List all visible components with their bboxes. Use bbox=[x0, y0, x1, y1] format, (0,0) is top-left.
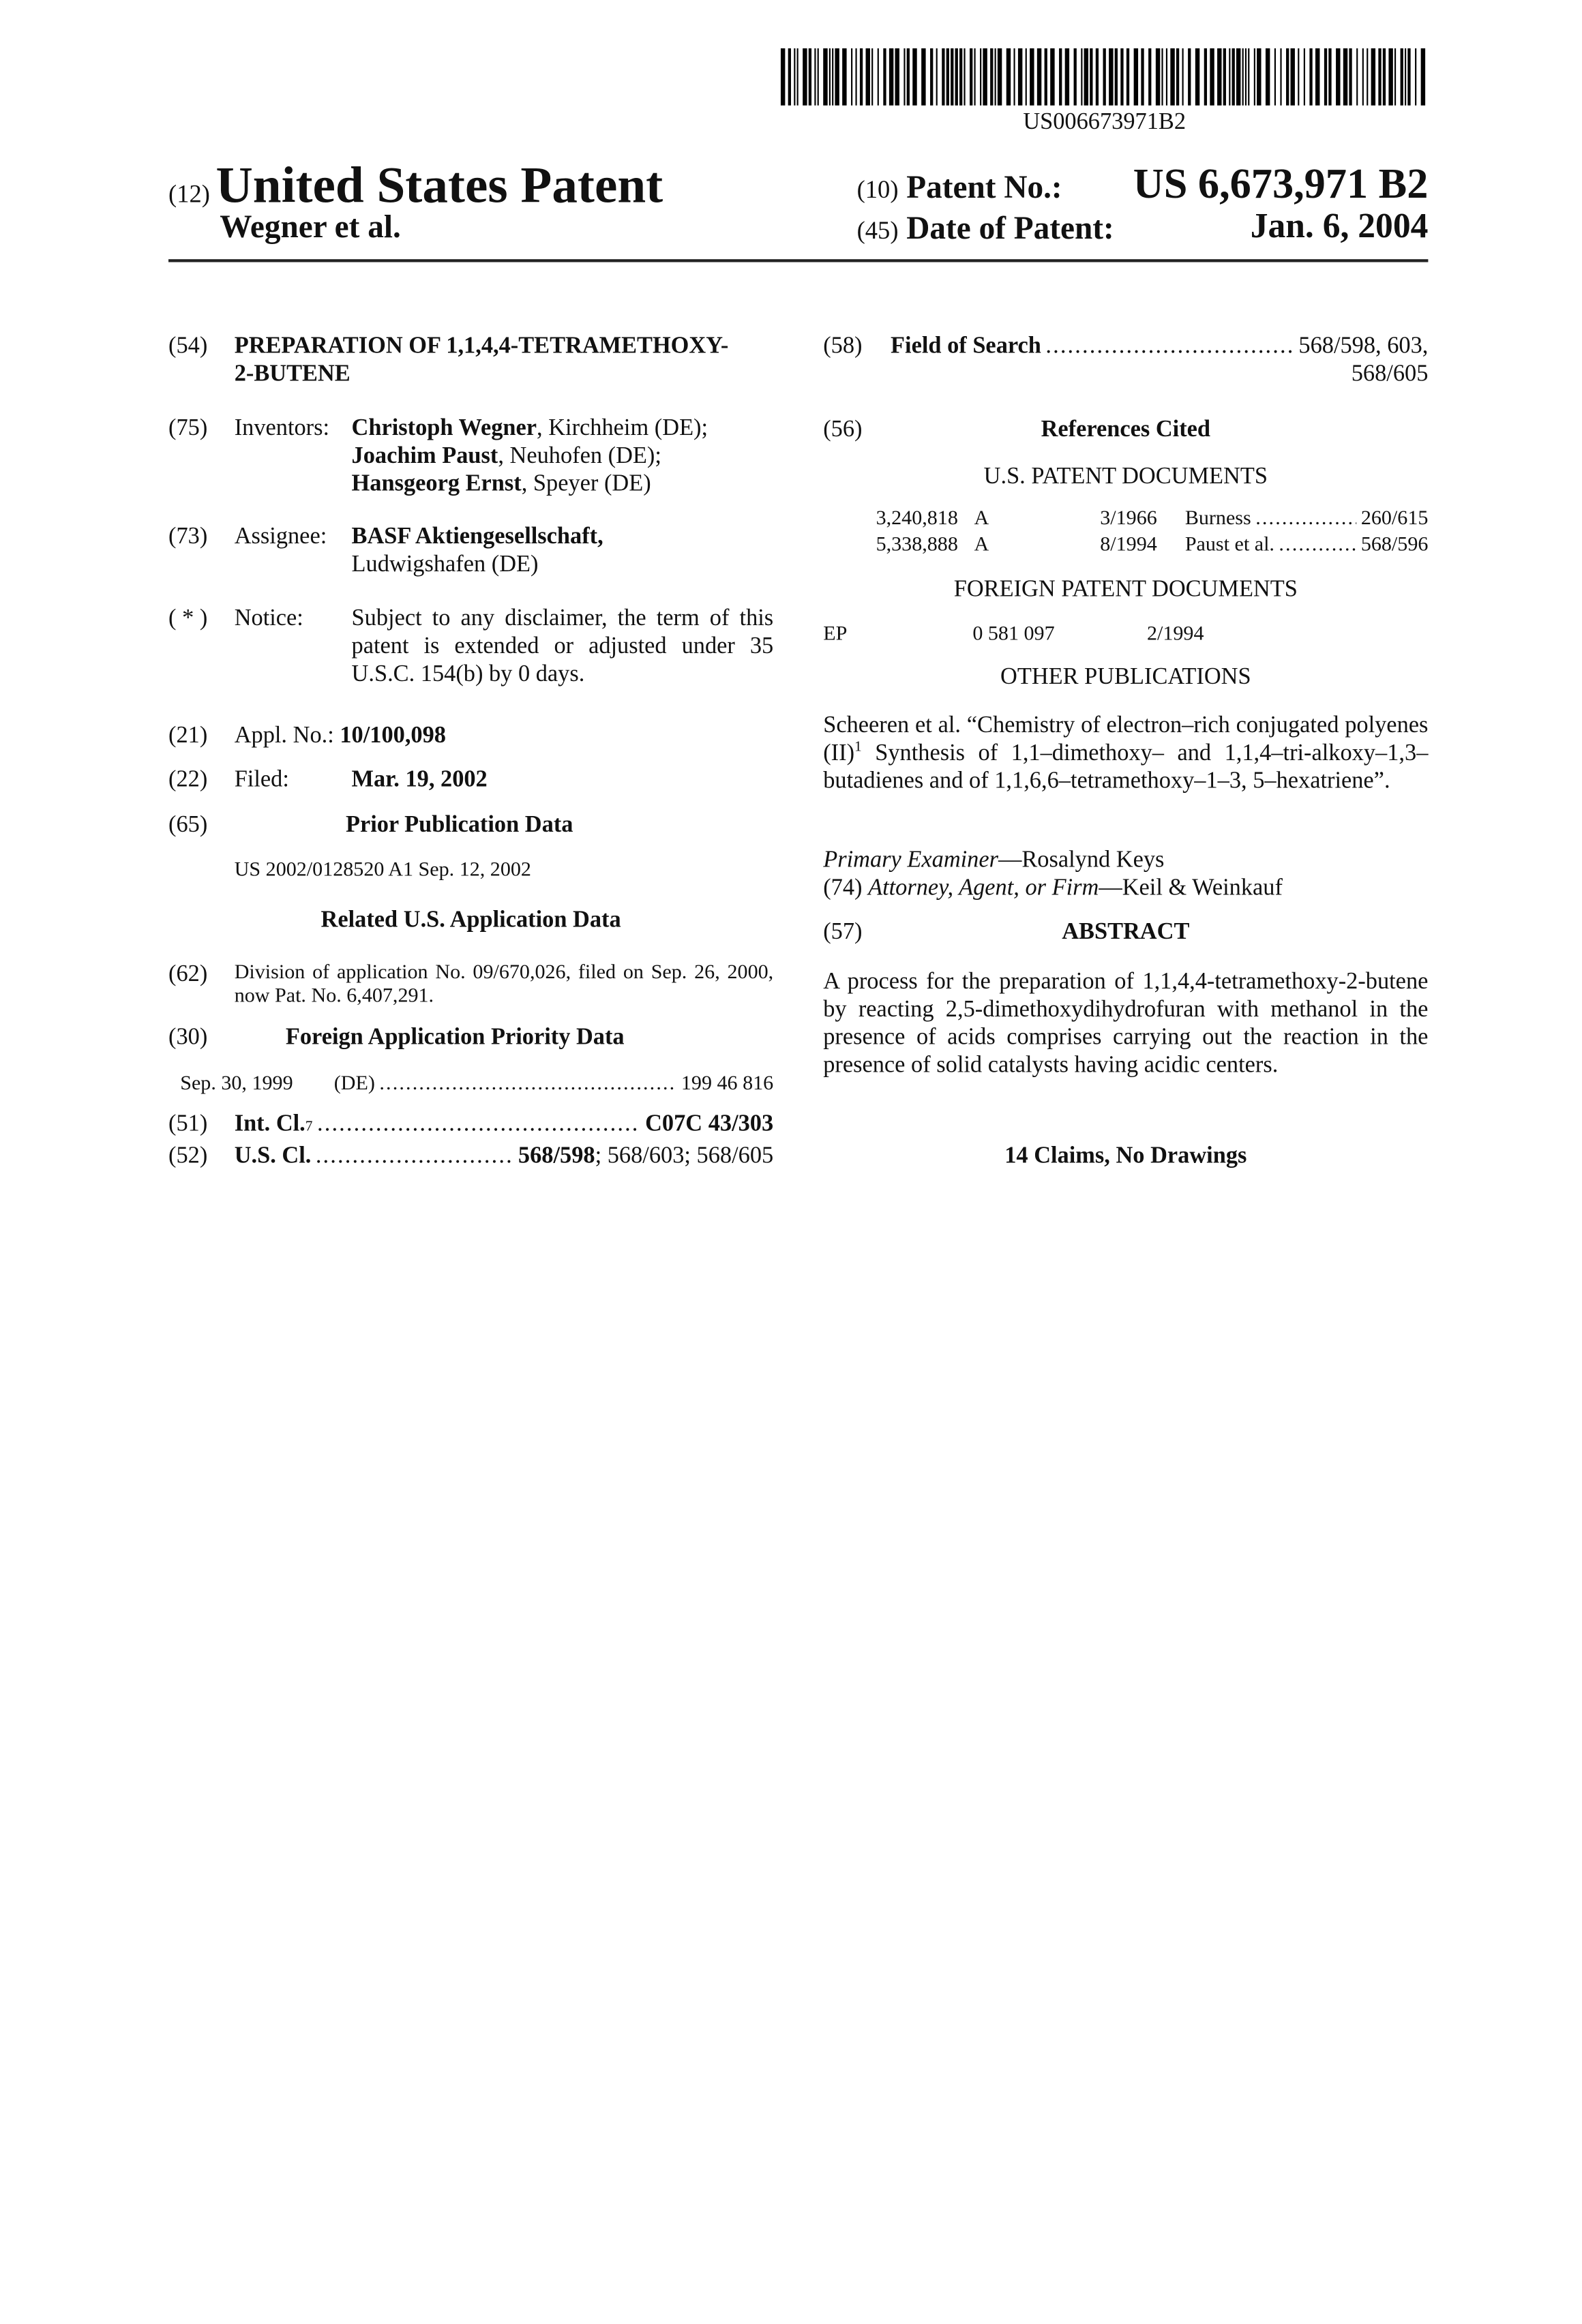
us-doc-row: 3,240,818 A 3/1966 Burness ..... 260/615 bbox=[876, 507, 1429, 533]
barcode-bar bbox=[1223, 48, 1226, 106]
barcode-bar bbox=[1356, 48, 1358, 106]
field-of-search: Field of Search ..... 568/598, 603, bbox=[891, 333, 1428, 361]
barcode-bar bbox=[829, 48, 831, 106]
primary-examiner: Primary Examiner—Rosalynd Keys bbox=[823, 847, 1164, 875]
other-publications-heading: OTHER PUBLICATIONS bbox=[823, 663, 1428, 691]
other-publication: Scheeren et al. “Chemistry of electron–rich conjugated polyenes (II)1 Synthesis of 1,1–dimethoxy– and 1,1,4–tri-alkoxy–1,3–butadienes and of 1,1,6,6–tetramethoxy–1–3, 5–hexatriene”. bbox=[823, 712, 1428, 795]
barcode-bar bbox=[951, 48, 953, 106]
invention-title-line2: 2-BUTENE bbox=[235, 360, 350, 388]
barcode-bar bbox=[990, 48, 993, 106]
inventor: Christoph Wegner, Kirchheim (DE); bbox=[352, 414, 708, 442]
authors: Wegner et al. bbox=[220, 209, 401, 245]
barcode-bar bbox=[1309, 48, 1312, 106]
barcode-bar bbox=[797, 48, 799, 106]
barcode-bar bbox=[1081, 48, 1082, 106]
int-cl: Int. Cl. 7 ..... C07C 43/303 bbox=[235, 1110, 774, 1138]
code-62: (62) bbox=[168, 961, 207, 989]
barcode-bar bbox=[1018, 48, 1022, 106]
code-51: (51) bbox=[168, 1110, 207, 1138]
barcode-bar bbox=[1378, 48, 1381, 106]
inventor: Joachim Paust, Neuhofen (DE); bbox=[352, 442, 661, 470]
barcode-bar bbox=[823, 48, 827, 106]
barcode-bar bbox=[895, 48, 899, 106]
foreign-priority-row: Sep. 30, 1999 (DE) ..... 199 46 816 bbox=[180, 1070, 773, 1098]
us-docs-heading: U.S. PATENT DOCUMENTS bbox=[823, 463, 1428, 491]
barcode-bar bbox=[883, 48, 886, 106]
foreign-docs-heading: FOREIGN PATENT DOCUMENTS bbox=[823, 575, 1428, 603]
barcode-bar bbox=[930, 48, 933, 106]
code-57: (57) bbox=[823, 918, 862, 946]
notice-label: Notice: bbox=[235, 605, 303, 633]
barcode-bar bbox=[970, 48, 972, 106]
barcode-bar bbox=[835, 48, 839, 106]
barcode-bar bbox=[1126, 48, 1129, 106]
barcode-bar bbox=[1026, 48, 1027, 106]
barcode-bar bbox=[1195, 48, 1199, 106]
barcode-bar bbox=[1266, 48, 1270, 106]
barcode-bar bbox=[794, 48, 795, 106]
barcode-bar bbox=[832, 48, 833, 106]
barcode-bar bbox=[1037, 48, 1041, 106]
us-cl: U.S. Cl. ..... 568/598 ; 568/603; 568/605 bbox=[235, 1143, 774, 1171]
barcode-bar bbox=[842, 48, 846, 106]
notice-text: Subject to any disclaimer, the term of this patent is extended or adjusted under 35 U.S.C. 154(b) by 0 days. bbox=[352, 605, 774, 688]
barcode-bar bbox=[1103, 48, 1106, 106]
invention-title-line1: PREPARATION OF 1,1,4,4-TETRAMETHOXY- bbox=[235, 333, 729, 361]
abstract-text: A process for the preparation of 1,1,4,4-tetramethoxy-2-butene by reacting 2,5-dimethoxydihydrofuran with methanol in the presence of acids comprises carrying out the reaction in the presence of solid catalysts having acidic centers. bbox=[823, 968, 1428, 1079]
us-doc-row: 5,338,888 A 8/1994 Paust et al. ..... 568/596 bbox=[876, 533, 1429, 560]
code-30: (30) bbox=[168, 1024, 207, 1052]
code-65: (65) bbox=[168, 811, 207, 839]
inventor: Hansgeorg Ernst, Speyer (DE) bbox=[352, 470, 651, 498]
filed-date: Mar. 19, 2002 bbox=[352, 766, 488, 794]
prior-publication-heading: Prior Publication Data bbox=[346, 811, 573, 839]
foreign-doc-number: 0 581 097 bbox=[972, 621, 1054, 649]
code-22: (22) bbox=[168, 766, 207, 794]
code-52: (52) bbox=[168, 1143, 207, 1171]
barcode-bar bbox=[1090, 48, 1092, 106]
barcode-bar bbox=[1371, 48, 1375, 106]
assignee-name: BASF Aktiengesellschaft, bbox=[352, 523, 603, 551]
barcode-bar bbox=[1290, 48, 1294, 106]
barcode-bar bbox=[998, 48, 1002, 106]
barcode-bar bbox=[974, 48, 975, 106]
barcode-bar bbox=[1006, 48, 1011, 106]
barcode-bar bbox=[851, 48, 852, 106]
barcode-bar bbox=[1065, 48, 1069, 106]
barcode-bar bbox=[1362, 48, 1364, 106]
barcode-bar bbox=[1059, 48, 1062, 106]
barcode-bar bbox=[1170, 48, 1174, 106]
barcode-bar bbox=[1383, 48, 1386, 106]
barcode-bar bbox=[1161, 48, 1163, 106]
title: United States Patent bbox=[215, 157, 663, 214]
barcode-bar bbox=[1304, 48, 1305, 106]
barcode-bar bbox=[1401, 48, 1403, 106]
barcode-bar bbox=[1188, 48, 1191, 106]
barcode-bar bbox=[1120, 48, 1123, 106]
date-label: (45) Date of Patent: bbox=[857, 209, 1114, 250]
barcode-bar bbox=[1182, 48, 1184, 106]
barcode-bar bbox=[1415, 48, 1416, 106]
barcode-bar bbox=[1096, 48, 1099, 106]
barcode-bar bbox=[1084, 48, 1088, 106]
barcode-bar bbox=[1336, 48, 1340, 106]
barcode-bar bbox=[1242, 48, 1244, 106]
barcode-bar bbox=[809, 48, 811, 106]
barcode-bar bbox=[912, 48, 916, 106]
barcode-bar bbox=[1210, 48, 1214, 106]
barcode-bar bbox=[980, 48, 981, 106]
barcode bbox=[781, 48, 1428, 106]
barcode-bar bbox=[1050, 48, 1054, 106]
division-text: Division of application No. 09/670,026, filed on Sep. 26, 2000, now Pat. No. 6,407,291. bbox=[235, 962, 774, 1009]
barcode-bar bbox=[907, 48, 910, 106]
barcode-bar bbox=[995, 48, 996, 106]
barcode-bar bbox=[814, 48, 816, 106]
barcode-bar bbox=[871, 48, 873, 106]
code-12: (12) bbox=[168, 180, 210, 208]
barcode-bar bbox=[889, 48, 893, 106]
barcode-bar bbox=[959, 48, 962, 106]
barcode-bar bbox=[964, 48, 965, 106]
code-75: (75) bbox=[168, 414, 207, 442]
barcode-bar bbox=[1405, 48, 1406, 106]
barcode-bar bbox=[1156, 48, 1160, 106]
barcode-bar bbox=[1298, 48, 1299, 106]
barcode-bar bbox=[1328, 48, 1331, 106]
barcode-bar bbox=[1324, 48, 1327, 106]
barcode-bar bbox=[788, 48, 791, 106]
barcode-bar bbox=[1176, 48, 1179, 106]
related-heading: Related U.S. Application Data bbox=[168, 907, 773, 935]
barcode-bar bbox=[942, 48, 944, 106]
barcode-bar bbox=[1274, 48, 1276, 106]
barcode-bar bbox=[1394, 48, 1396, 106]
attorney: (74) Attorney, Agent, or Firm—Keil & Weinkauf bbox=[823, 874, 1283, 902]
header-rule bbox=[168, 259, 1428, 262]
barcode-bar bbox=[904, 48, 905, 106]
foreign-priority-heading: Foreign Application Priority Data bbox=[286, 1024, 625, 1052]
barcode-bar bbox=[866, 48, 870, 106]
barcode-bar bbox=[1217, 48, 1221, 106]
appl-no: Appl. No.: 10/100,098 bbox=[235, 722, 446, 750]
patent-number: US 6,673,971 B2 bbox=[1133, 162, 1429, 206]
barcode-bar bbox=[1074, 48, 1077, 106]
barcode-bar bbox=[803, 48, 807, 106]
barcode-bar bbox=[1248, 48, 1249, 106]
barcode-bar bbox=[1013, 48, 1015, 106]
barcode-bar bbox=[955, 48, 958, 106]
barcode-bar bbox=[1280, 48, 1281, 106]
code-54: (54) bbox=[168, 333, 207, 361]
barcode-bar bbox=[921, 48, 925, 106]
barcode-bar bbox=[1349, 48, 1352, 106]
barcode-bar bbox=[936, 48, 938, 106]
barcode-bar bbox=[1141, 48, 1144, 106]
barcode-bar bbox=[1315, 48, 1319, 106]
code-56: (56) bbox=[823, 416, 862, 444]
barcode-bar bbox=[1229, 48, 1230, 106]
barcode-bar bbox=[855, 48, 856, 106]
barcode-bar bbox=[1245, 48, 1247, 106]
inventors-label: Inventors: bbox=[235, 414, 329, 442]
barcode-bar bbox=[1115, 48, 1118, 106]
barcode-bar bbox=[1421, 48, 1425, 106]
patent-number-label: (10) Patent No.: bbox=[857, 168, 1062, 209]
barcode-bar bbox=[1109, 48, 1113, 106]
barcode-bar bbox=[878, 48, 879, 106]
foreign-doc-date: 2/1994 bbox=[1147, 621, 1204, 649]
barcode-bar bbox=[818, 48, 819, 106]
code-notice: ( * ) bbox=[168, 605, 207, 633]
field-of-search-cont: 568/605 bbox=[1352, 360, 1429, 388]
patent-date: Jan. 6, 2004 bbox=[1251, 207, 1429, 247]
barcode-bar bbox=[1030, 48, 1034, 106]
references-heading: References Cited bbox=[823, 416, 1428, 444]
abstract-heading: ABSTRACT bbox=[823, 918, 1428, 946]
barcode-bar bbox=[1254, 48, 1255, 106]
barcode-bar bbox=[1232, 48, 1235, 106]
barcode-bar bbox=[1134, 48, 1138, 106]
us-doc-list bbox=[876, 507, 1429, 559]
claims-summary: 14 Claims, No Drawings bbox=[823, 1143, 1428, 1171]
barcode-bar bbox=[1388, 48, 1392, 106]
assignee-place: Ludwigshafen (DE) bbox=[352, 551, 539, 579]
barcode-bar bbox=[1367, 48, 1368, 106]
barcode-bar bbox=[946, 48, 949, 106]
barcode-bar bbox=[1343, 48, 1347, 106]
barcode-bar bbox=[1045, 48, 1047, 106]
assignee-label: Assignee: bbox=[235, 523, 327, 551]
barcode-bar bbox=[1257, 48, 1261, 106]
code-58: (58) bbox=[823, 333, 862, 361]
barcode-bar bbox=[1204, 48, 1207, 106]
code-21: (21) bbox=[168, 722, 207, 750]
barcode-bar bbox=[1407, 48, 1410, 106]
patent-page bbox=[0, 0, 1582, 2324]
barcode-bar bbox=[1166, 48, 1167, 106]
code-73: (73) bbox=[168, 523, 207, 551]
barcode-bar bbox=[781, 48, 785, 106]
filed-label: Filed: bbox=[235, 766, 289, 794]
barcode-bar bbox=[860, 48, 863, 106]
foreign-doc-country: EP bbox=[823, 621, 847, 649]
barcode-bar bbox=[1286, 48, 1289, 106]
barcode-bar bbox=[983, 48, 987, 106]
barcode-bar bbox=[1236, 48, 1240, 106]
prior-publication: US 2002/0128520 A1 Sep. 12, 2002 bbox=[235, 857, 531, 885]
barcode-text: US006673971B2 bbox=[781, 108, 1428, 136]
barcode-bar bbox=[1148, 48, 1151, 106]
